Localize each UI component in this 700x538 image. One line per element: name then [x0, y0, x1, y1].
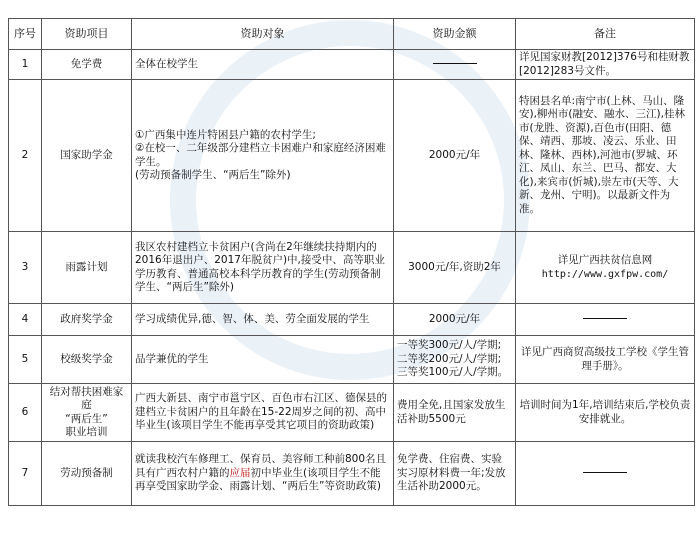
row-target: 品学兼优的学生	[132, 336, 394, 384]
table-row	[9, 50, 695, 80]
row-no: 6	[9, 384, 42, 442]
table-row	[9, 304, 695, 336]
amount-line: 二等奖200元/人/学期;	[397, 352, 502, 365]
table-row	[9, 442, 695, 506]
target-part: 初中毕业生(该项目学生不能再享受国家助学金、雨露计划、“两后生”等资助政策)	[135, 466, 381, 493]
highlight-text: 应届	[229, 466, 251, 479]
row-no: 1	[9, 50, 42, 80]
row-project: 政府奖学金	[42, 304, 132, 336]
row-no: 2	[9, 80, 42, 232]
row-amount	[394, 336, 516, 384]
table-row	[9, 232, 695, 304]
row-amount: 免学费、住宿费、实验实习原材料费一年;发放生活补助2000元。	[394, 442, 516, 506]
table-row	[9, 384, 695, 442]
project-line: 结对帮扶困难家庭	[49, 385, 124, 411]
header-target: 资助对象	[132, 19, 394, 50]
row-target	[132, 442, 394, 506]
row-project: 雨露计划	[42, 232, 132, 304]
row-target: 广西大新县、南宁市邕宁区、百色市右江区、德保县的建档立卡贫困户的且年龄在15-22周岁之间的初、高中毕业生(该项目学生不能再享受其它项目的资助政策)	[132, 384, 394, 442]
row-amount: 3000元/年,资助2年	[394, 232, 516, 304]
note-line: 详见广西扶贫信息网	[557, 254, 653, 266]
header-project: 资助项目	[42, 19, 132, 50]
row-amount: 2000元/年	[394, 80, 516, 232]
row-amount	[394, 50, 516, 80]
row-note	[516, 232, 695, 304]
project-line: 职业培训	[65, 426, 108, 438]
row-target: 全体在校学生	[132, 50, 394, 80]
dash-mark	[583, 472, 627, 473]
row-project: 国家助学金	[42, 80, 132, 232]
table-row	[9, 336, 695, 384]
header-note: 备注	[516, 19, 695, 50]
row-project	[42, 384, 132, 442]
website-link[interactable]: http://www.gxfpw.com/	[541, 268, 669, 280]
row-note: 详见广西商贸高级技工学校《学生管理手册》。	[516, 336, 695, 384]
row-note	[516, 304, 695, 336]
dash-mark	[433, 63, 477, 64]
row-project: 免学费	[42, 50, 132, 80]
row-note: 特困县名单:南宁市(上林、马山、隆安),柳州市(融安、融水、三江),桂林市(龙胜、资源),百色市(田阳、德保、靖西、那坡、凌云、乐业、田林、隆林、西林),河池市(罗城、环江、凤山、东兰、巴马、都安、大化),来宾市(忻城),崇左市(天等、大新、龙州、宁明)。以最新文件为准。	[516, 80, 695, 232]
row-no: 4	[9, 304, 42, 336]
row-no: 3	[9, 232, 42, 304]
header-amount: 资助金额	[394, 19, 516, 50]
target-line: ②在校一、二年级部分建档立卡困难户和家庭经济困难学生。	[135, 142, 386, 168]
header-row	[9, 19, 695, 50]
row-note	[516, 442, 695, 506]
row-project: 校级奖学金	[42, 336, 132, 384]
table-row	[9, 80, 695, 232]
row-target: 我区农村建档立卡贫困户(含尚在2年继续扶持期内的2016年退出户、2017年脱贫户)中,接受中、高等职业学历教育、普通高校本科学历教育的学生(劳动预备制学生、“两后生”除外)	[132, 232, 394, 304]
row-no: 7	[9, 442, 42, 506]
header-no: 序号	[9, 19, 42, 50]
row-no: 5	[9, 336, 42, 384]
row-note: 培训时间为1年,培训结束后,学校负责安排就业。	[516, 384, 695, 442]
row-amount: 费用全免,且国家发放生活补助5500元	[394, 384, 516, 442]
row-project: 劳动预备制	[42, 442, 132, 506]
row-target	[132, 80, 394, 232]
project-line: “两后生”	[65, 412, 108, 425]
target-line: (劳动预备制学生、“两后生”除外)	[135, 169, 291, 181]
amount-line: 三等奖100元/人/学期。	[397, 366, 509, 379]
dash-mark	[583, 318, 627, 319]
row-amount: 2000元/年	[394, 304, 516, 336]
target-line: ①广西集中连片特困县户籍的农村学生;	[135, 128, 316, 141]
amount-line: 一等奖300元/人/学期;	[397, 339, 502, 352]
target-part: 就读我校汽车修理工、保育员、美容师工种前800名且具有广西农村户籍的	[135, 453, 387, 479]
row-note: 详见国家财教[2012]376号和桂财教[2012]283号文件。	[516, 50, 695, 80]
subsidy-table	[8, 18, 695, 506]
row-target: 学习成绩优异,德、智、体、美、劳全面发展的学生	[132, 304, 394, 336]
